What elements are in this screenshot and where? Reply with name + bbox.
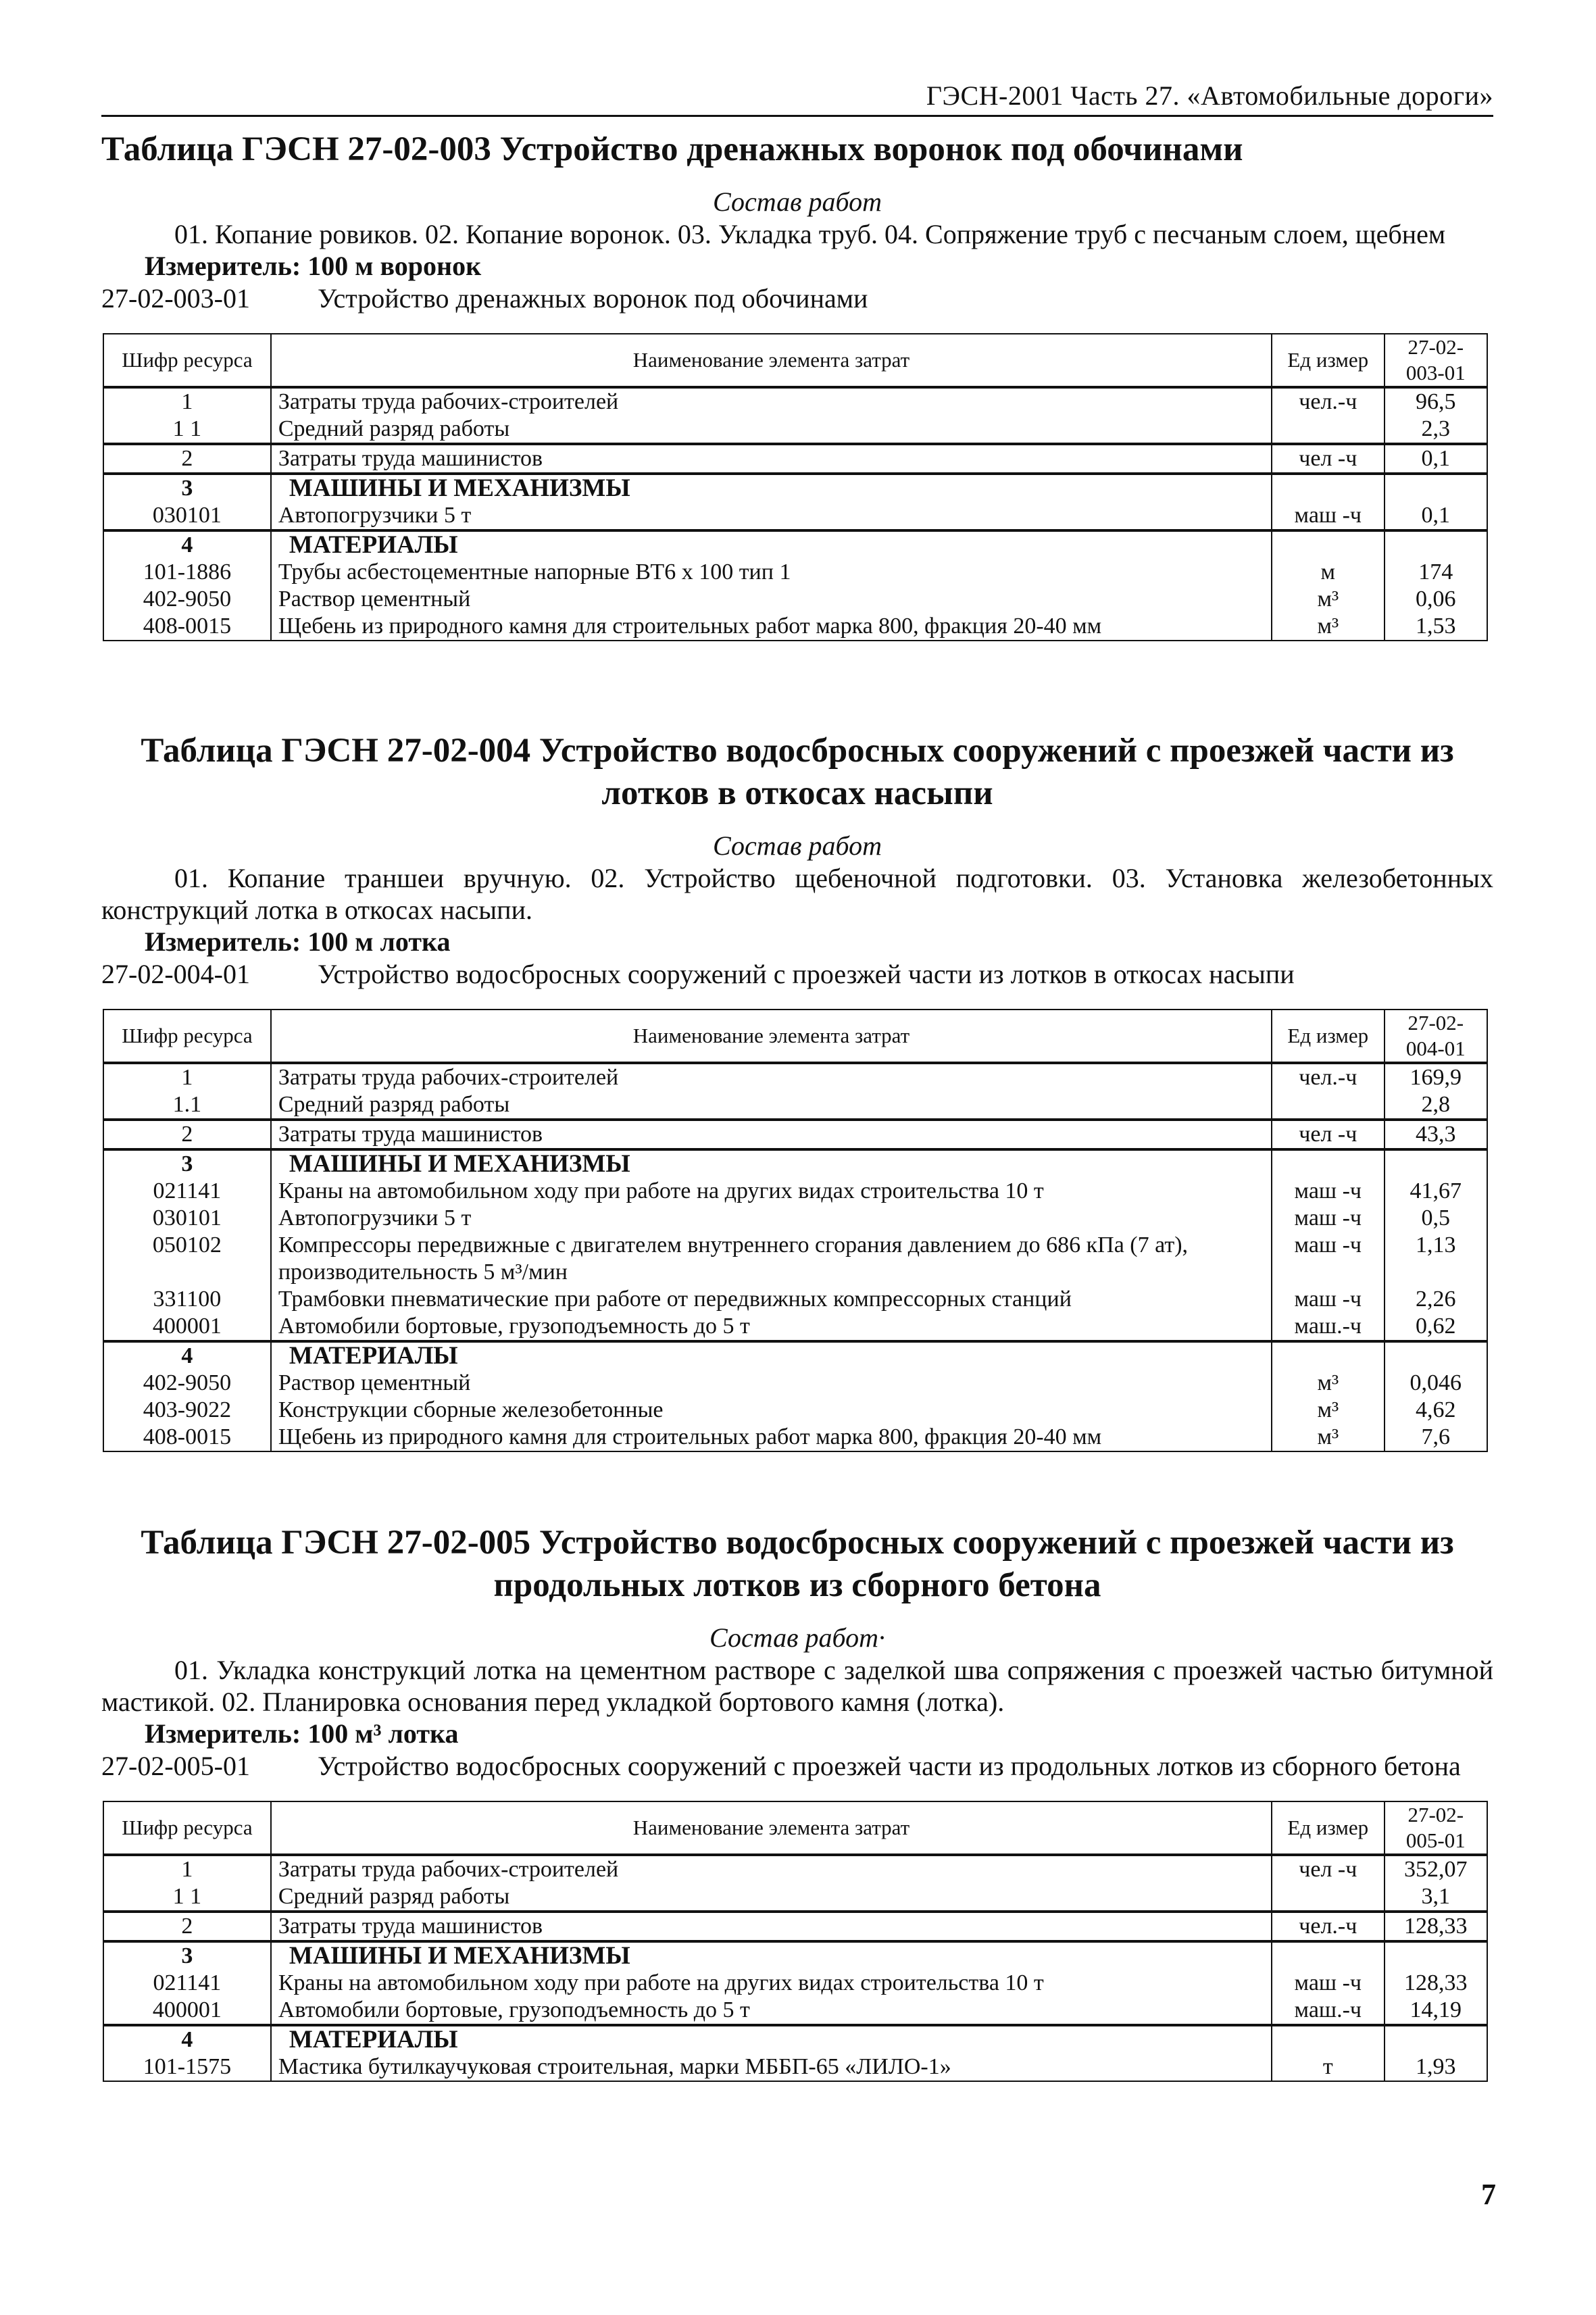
name-column-header: Наименование элемента затрат xyxy=(271,1010,1272,1063)
norm-value: 4,62 xyxy=(1385,1397,1487,1424)
code-column-header: Шифр ресурса xyxy=(103,1801,271,1855)
table-row xyxy=(103,613,1487,641)
unit-column-header: Ед измер xyxy=(1272,1801,1385,1855)
resource-code: 2 xyxy=(103,444,271,474)
table-row xyxy=(103,416,1487,444)
unit: м³ xyxy=(1272,1397,1385,1424)
norm-value: 169,9 xyxy=(1385,1063,1487,1091)
section-27-02-004 xyxy=(101,730,1493,1452)
unit xyxy=(1272,1941,1385,1970)
unit: чел -ч xyxy=(1272,444,1385,474)
table-row xyxy=(103,1883,1487,1912)
resource-name: Трамбовки пневматические при работе от передвижных компрессорных станций xyxy=(271,1286,1272,1313)
resource-name: Затраты труда машинистов xyxy=(271,1120,1272,1149)
resource-name: Затраты труда рабочих-строителей xyxy=(271,387,1272,416)
table-row xyxy=(103,2025,1487,2053)
unit xyxy=(1272,530,1385,559)
works-text: 01. Копание траншеи вручную. 02. Устройство щебеночной подготовки. 03. Установка железобетонных конструкций лотка в откосах насыпи. xyxy=(101,863,1493,925)
unit: м³ xyxy=(1272,586,1385,613)
code-column-header: Шифр ресурса xyxy=(103,334,271,387)
sostav-label: Состав работ· xyxy=(709,1622,885,1653)
resource-code: 101-1575 xyxy=(103,2053,271,2081)
norm-description: Устройство водосбросных сооружений с проезжей части из лотков в откосах насыпи xyxy=(318,959,1295,989)
table-row xyxy=(103,1997,1487,2025)
norm-value: 0,06 xyxy=(1385,586,1487,613)
table-row xyxy=(103,1397,1487,1424)
norm-value: 1,93 xyxy=(1385,2053,1487,2081)
unit xyxy=(1272,1091,1385,1120)
norm-value: 96,5 xyxy=(1385,387,1487,416)
unit: маш.-ч xyxy=(1272,1313,1385,1341)
resource-code: 2 xyxy=(103,1120,271,1149)
unit: т xyxy=(1272,2053,1385,2081)
norm-value: 7,6 xyxy=(1385,1424,1487,1451)
running-header: ГЭСН-2001 Часть 27. «Автомобильные дороги» xyxy=(926,80,1493,111)
section-27-02-005 xyxy=(101,1522,1493,2082)
resource-name: Затраты труда рабочих-строителей xyxy=(271,1063,1272,1091)
table-row xyxy=(103,1232,1487,1286)
unit: маш.-ч xyxy=(1272,1997,1385,2025)
name-column-header: Наименование элемента затрат xyxy=(271,1801,1272,1855)
resource-name: Средний разряд работы xyxy=(271,1883,1272,1912)
table-row xyxy=(103,1912,1487,1941)
resource-code: 331100 xyxy=(103,1286,271,1313)
code-column-header: Шифр ресурса xyxy=(103,1010,271,1063)
table-row xyxy=(103,1063,1487,1091)
table-row xyxy=(103,559,1487,586)
unit: маш -ч xyxy=(1272,1286,1385,1313)
measure-line: Измеритель: 100 м³ лотка xyxy=(145,1718,459,1749)
resource-name: Компрессоры передвижные с двигателем внутреннего сгорания давлением до 686 кПа (7 ат), производительность 5 м³/мин xyxy=(271,1232,1272,1286)
norm-value: 2,3 xyxy=(1385,416,1487,444)
resource-name: Средний разряд работы xyxy=(271,1091,1272,1120)
norm-value: 41,67 xyxy=(1385,1178,1487,1205)
resource-code: 1 xyxy=(103,387,271,416)
unit-column-header: Ед измер xyxy=(1272,1010,1385,1063)
resource-code: 400001 xyxy=(103,1313,271,1341)
unit xyxy=(1272,1883,1385,1912)
unit: маш -ч xyxy=(1272,1178,1385,1205)
measure-line: Измеритель: 100 м лотка xyxy=(145,926,451,957)
resource-code: 403-9022 xyxy=(103,1397,271,1424)
resource-code: 402-9050 xyxy=(103,586,271,613)
table-row xyxy=(103,1178,1487,1205)
resource-code: 1 1 xyxy=(103,1883,271,1912)
table-row xyxy=(103,1370,1487,1397)
table-row xyxy=(103,586,1487,613)
resource-name: Автомобили бортовые, грузоподъемность до 5 т xyxy=(271,1313,1272,1341)
norm-value xyxy=(1385,1149,1487,1178)
table-row xyxy=(103,474,1487,502)
resource-code: 021141 xyxy=(103,1178,271,1205)
resource-code: 400001 xyxy=(103,1997,271,2025)
norm-value: 0,1 xyxy=(1385,444,1487,474)
resource-name: Средний разряд работы xyxy=(271,416,1272,444)
resource-name: Щебень из природного камня для строительных работ марка 800, фракция 20-40 мм xyxy=(271,1424,1272,1451)
resource-table xyxy=(103,333,1488,641)
resource-name: Автопогрузчики 5 т xyxy=(271,502,1272,530)
works-text: 01. Укладка конструкций лотка на цементном растворе с заделкой шва сопряжения с проезжей частью битумной мастикой. 02. Планировка основания перед укладкой бортового камня (лотка). xyxy=(101,1655,1493,1717)
norm-value: 3,1 xyxy=(1385,1883,1487,1912)
resource-code: 101-1886 xyxy=(103,559,271,586)
header-rule xyxy=(101,115,1493,117)
section-title: Таблица ГЭСН 27-02-005 Устройство водосбросных сооружений с проезжей части из продольных лотков из сборного бетона xyxy=(141,1524,1454,1604)
table-row xyxy=(103,1941,1487,1970)
unit: м³ xyxy=(1272,1370,1385,1397)
resource-code: 408-0015 xyxy=(103,1424,271,1451)
table-row xyxy=(103,530,1487,559)
norm-column-header: 27-02-004-01 xyxy=(1385,1010,1487,1063)
resource-code: 021141 xyxy=(103,1970,271,1997)
measure-line: Измеритель: 100 м воронок xyxy=(145,251,482,281)
norm-value xyxy=(1385,1341,1487,1370)
norm-value: 0,1 xyxy=(1385,502,1487,530)
norm-value: 2,26 xyxy=(1385,1286,1487,1313)
norm-description: Устройство водосбросных сооружений с проезжей части из продольных лотков из сборного бетона xyxy=(318,1751,1461,1781)
unit: чел.-ч xyxy=(1272,1912,1385,1941)
resource-name: Раствор цементный xyxy=(271,586,1272,613)
norm-code: 27-02-003-01 xyxy=(101,283,250,314)
resource-code: 4 xyxy=(103,1341,271,1370)
norm-value xyxy=(1385,530,1487,559)
table-row xyxy=(103,1855,1487,1883)
resource-name: МАТЕРИАЛЫ xyxy=(271,530,1272,559)
resource-name: Автопогрузчики 5 т xyxy=(271,1205,1272,1232)
section-title: Таблица ГЭСН 27-02-004 Устройство водосбросных сооружений с проезжей части из лотков в откосах насыпи xyxy=(141,732,1454,812)
table-header-row xyxy=(103,334,1487,387)
unit xyxy=(1272,474,1385,502)
unit: маш -ч xyxy=(1272,1232,1385,1286)
unit: м xyxy=(1272,559,1385,586)
norm-code-line xyxy=(101,282,1493,314)
resource-name: Трубы асбестоцементные напорные ВТ6 х 100 тип 1 xyxy=(271,559,1272,586)
unit: маш -ч xyxy=(1272,1970,1385,1997)
table-row xyxy=(103,1149,1487,1178)
table-row xyxy=(103,1970,1487,1997)
resource-name: МАШИНЫ И МЕХАНИЗМЫ xyxy=(271,474,1272,502)
norm-code: 27-02-005-01 xyxy=(101,1751,250,1781)
resource-name: Автомобили бортовые, грузоподъемность до 5 т xyxy=(271,1997,1272,2025)
sostav-label: Состав работ xyxy=(713,830,882,861)
resource-name: Раствор цементный xyxy=(271,1370,1272,1397)
sostav-label: Состав работ xyxy=(713,186,882,217)
norm-value: 1,13 xyxy=(1385,1232,1487,1286)
norm-value xyxy=(1385,2025,1487,2053)
norm-value: 43,3 xyxy=(1385,1120,1487,1149)
resource-table xyxy=(103,1801,1488,2082)
norm-value: 0,046 xyxy=(1385,1370,1487,1397)
resource-name: МАТЕРИАЛЫ xyxy=(271,2025,1272,2053)
resource-name: Щебень из природного камня для строительных работ марка 800, фракция 20-40 мм xyxy=(271,613,1272,641)
table-header-row xyxy=(103,1801,1487,1855)
norm-value: 0,5 xyxy=(1385,1205,1487,1232)
table-row xyxy=(103,387,1487,416)
resource-code: 030101 xyxy=(103,1205,271,1232)
resource-code: 4 xyxy=(103,530,271,559)
resource-code: 1.1 xyxy=(103,1091,271,1120)
resource-code: 3 xyxy=(103,1941,271,1970)
norm-column-header: 27-02-003-01 xyxy=(1385,334,1487,387)
unit: чел -ч xyxy=(1272,1120,1385,1149)
name-column-header: Наименование элемента затрат xyxy=(271,334,1272,387)
resource-name: Конструкции сборные железобетонные xyxy=(271,1397,1272,1424)
unit: маш -ч xyxy=(1272,1205,1385,1232)
unit: чел.-ч xyxy=(1272,387,1385,416)
norm-value xyxy=(1385,474,1487,502)
resource-name: Затраты труда машинистов xyxy=(271,1912,1272,1941)
unit xyxy=(1272,1149,1385,1178)
norm-value: 128,33 xyxy=(1385,1970,1487,1997)
resource-code: 1 xyxy=(103,1855,271,1883)
norm-value: 128,33 xyxy=(1385,1912,1487,1941)
resource-name: МАШИНЫ И МЕХАНИЗМЫ xyxy=(271,1149,1272,1178)
section-27-02-003 xyxy=(101,128,1493,641)
table-row xyxy=(103,1286,1487,1313)
unit xyxy=(1272,1341,1385,1370)
unit: чел.-ч xyxy=(1272,1063,1385,1091)
table-row xyxy=(103,1091,1487,1120)
norm-value: 0,62 xyxy=(1385,1313,1487,1341)
resource-code: 2 xyxy=(103,1912,271,1941)
resource-name: МАТЕРИАЛЫ xyxy=(271,1341,1272,1370)
resource-code: 050102 xyxy=(103,1232,271,1286)
norm-value: 1,53 xyxy=(1385,613,1487,641)
table-header-row xyxy=(103,1010,1487,1063)
resource-code: 402-9050 xyxy=(103,1370,271,1397)
resource-code: 1 xyxy=(103,1063,271,1091)
norm-value: 2,8 xyxy=(1385,1091,1487,1120)
works-text: 01. Копание ровиков. 02. Копание воронок. 03. Укладка труб. 04. Сопряжение труб с песчаным слоем, щебнем xyxy=(174,219,1446,249)
table-row xyxy=(103,1424,1487,1451)
norm-description: Устройство дренажных воронок под обочинами xyxy=(318,283,868,314)
table-row xyxy=(103,2053,1487,2081)
unit-column-header: Ед измер xyxy=(1272,334,1385,387)
unit xyxy=(1272,2025,1385,2053)
norm-value: 14,19 xyxy=(1385,1997,1487,2025)
table-row xyxy=(103,1120,1487,1149)
norm-code-line xyxy=(101,1750,1493,1782)
resource-name: Затраты труда машинистов xyxy=(271,444,1272,474)
norm-column-header: 27-02-005-01 xyxy=(1385,1801,1487,1855)
norm-code-line xyxy=(101,958,1493,990)
table-row xyxy=(103,444,1487,474)
resource-code: 4 xyxy=(103,2025,271,2053)
unit: м³ xyxy=(1272,613,1385,641)
table-row xyxy=(103,1313,1487,1341)
unit: чел -ч xyxy=(1272,1855,1385,1883)
resource-code: 3 xyxy=(103,1149,271,1178)
norm-value xyxy=(1385,1941,1487,1970)
resource-code: 030101 xyxy=(103,502,271,530)
page-number: 7 xyxy=(1481,2178,1496,2211)
resource-name: МАШИНЫ И МЕХАНИЗМЫ xyxy=(271,1941,1272,1970)
unit: маш -ч xyxy=(1272,502,1385,530)
table-row xyxy=(103,1341,1487,1370)
resource-code: 3 xyxy=(103,474,271,502)
resource-table xyxy=(103,1009,1488,1452)
norm-value: 352,07 xyxy=(1385,1855,1487,1883)
table-row xyxy=(103,502,1487,530)
table-row xyxy=(103,1205,1487,1232)
resource-name: Затраты труда рабочих-строителей xyxy=(271,1855,1272,1883)
unit xyxy=(1272,416,1385,444)
norm-value: 174 xyxy=(1385,559,1487,586)
resource-code: 1 1 xyxy=(103,416,271,444)
resource-code: 408-0015 xyxy=(103,613,271,641)
resource-name: Мастика бутилкаучуковая строительная, марки МББП-65 «ЛИЛО-1» xyxy=(271,2053,1272,2081)
norm-code: 27-02-004-01 xyxy=(101,959,250,989)
resource-name: Краны на автомобильном ходу при работе на других видах строительства 10 т xyxy=(271,1970,1272,1997)
section-title: Таблица ГЭСН 27-02-003 Устройство дренажных воронок под обочинами xyxy=(101,130,1243,168)
resource-name: Краны на автомобильном ходу при работе на других видах строительства 10 т xyxy=(271,1178,1272,1205)
unit: м³ xyxy=(1272,1424,1385,1451)
